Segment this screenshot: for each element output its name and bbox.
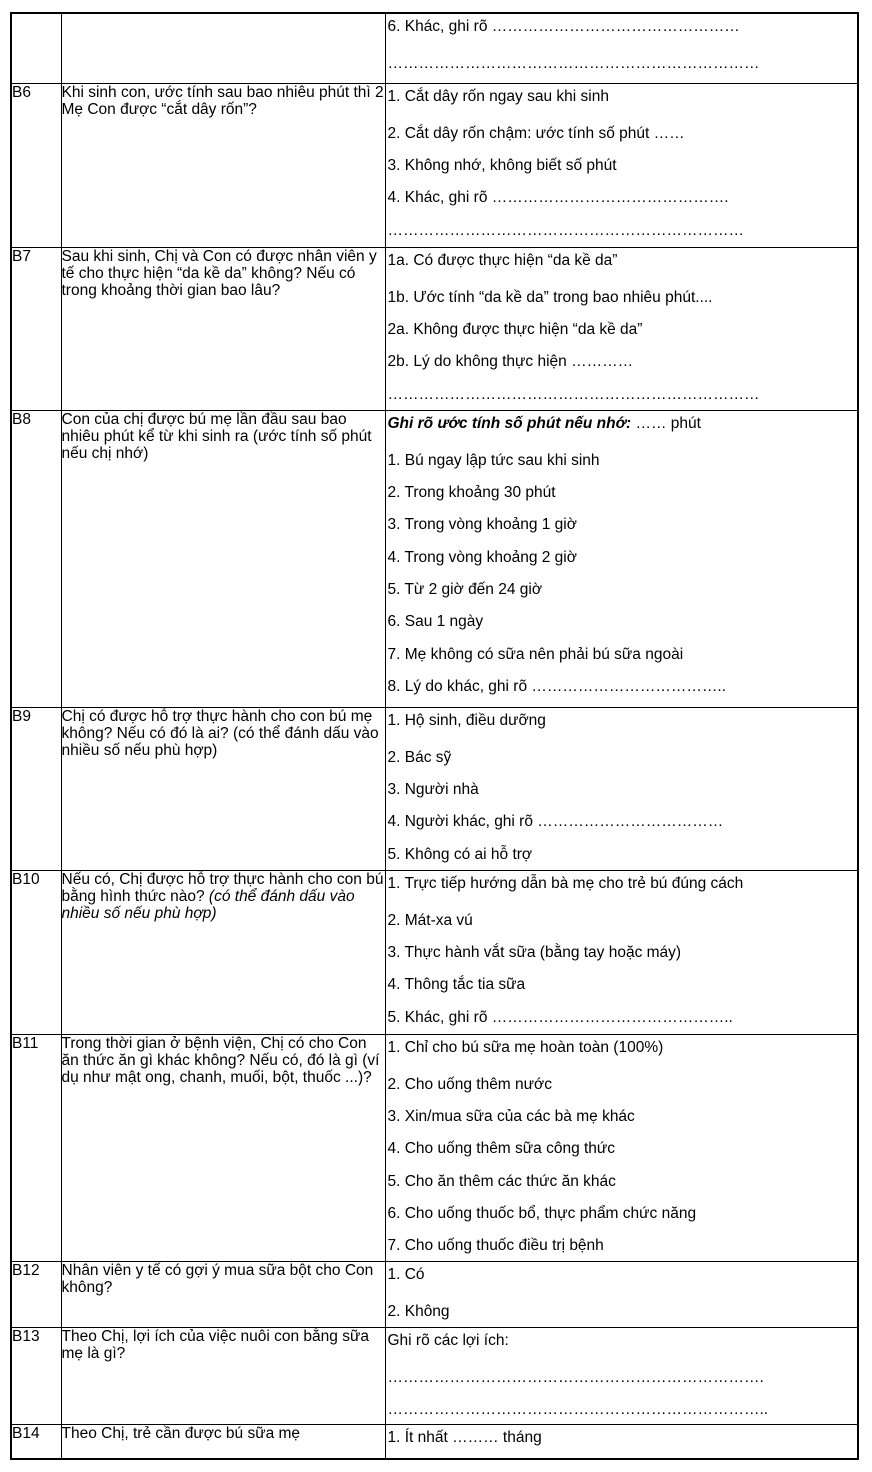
answer-options (385, 1327, 858, 1425)
answer-options (385, 13, 858, 83)
answer-option: 5. Từ 2 giờ đến 24 giờ (387, 580, 543, 598)
questionnaire-sheet (10, 12, 855, 1457)
answer-label: Ghi rõ các lợi ích: (387, 1331, 509, 1349)
answer-option: 3. Người nhà (387, 781, 479, 799)
question-code: B8 (11, 410, 61, 707)
table-row (11, 1425, 858, 1459)
table-row (11, 247, 858, 410)
answer-blank-line: ……………………………………………………………… (387, 385, 760, 403)
question-text: Khi sinh con, ước tính sau bao nhiêu phút thì 2 Mẹ Con được “cắt dây rốn”? (61, 83, 385, 247)
question-code: B6 (11, 83, 61, 247)
answer-option: 2. Trong khoảng 30 phút (387, 484, 556, 502)
table-row (11, 1034, 858, 1261)
answer-option: 2. Mát-xa vú (387, 911, 473, 929)
answer-option: 6. Sau 1 ngày (387, 613, 484, 631)
answer-option: 1. Có (387, 1265, 425, 1283)
questionnaire-table (10, 12, 859, 1460)
answer-options (385, 247, 858, 410)
answer-blank-line: ………………………………………………………………. (387, 1368, 764, 1386)
table-row (11, 13, 858, 83)
question-text: Chị có được hỗ trợ thực hành cho con bú mẹ không? Nếu có đó là ai? (có thể đánh dấu vào nhiều số nếu phù hợp) (61, 707, 385, 870)
answer-option: 3. Không nhớ, không biết số phút (387, 157, 617, 175)
answer-options (385, 410, 858, 707)
answer-blank-line: ……………………………………………………………….. (387, 1401, 769, 1419)
answer-option: 4. Khác, ghi rõ ………………………………………. (387, 189, 729, 207)
answer-option: 3. Trong vòng khoảng 1 giờ (387, 516, 577, 534)
question-text-block (61, 870, 385, 1034)
answer-option: 4. Người khác, ghi rõ ……………………………… (387, 813, 724, 831)
table-row (11, 870, 858, 1034)
answer-blank-line: …………………………………………………………… (387, 221, 744, 239)
answer-option: 8. Lý do khác, ghi rõ ……………………………….. (387, 677, 727, 695)
answer-option: 1. Ít nhất ……… tháng (387, 1429, 542, 1447)
answer-option: 3. Thực hành vắt sữa (bằng tay hoặc máy) (387, 944, 682, 962)
table-row (11, 410, 858, 707)
answer-option: 5. Không có ai hỗ trợ (387, 845, 533, 863)
answer-option: 4. Cho uống thêm sữa công thức (387, 1140, 616, 1158)
answer-note-rest: …… phút (631, 414, 701, 432)
answer-option: 2. Cắt dây rốn chậm: ước tính số phút …… (387, 124, 685, 142)
answer-options (385, 1261, 858, 1327)
answer-option: 6. Khác, ghi rõ ………………………………………… (387, 18, 740, 35)
answer-blank-line: ……………………………………………………………… (387, 55, 760, 73)
answer-option: 3. Xin/mua sữa của các bà mẹ khác (387, 1108, 635, 1126)
answer-options (385, 83, 858, 247)
answer-option: 7. Mẹ không có sữa nên phải bú sữa ngoài (387, 645, 684, 663)
answer-option: 2b. Lý do không thực hiện ………… (387, 353, 634, 371)
question-code: B12 (11, 1261, 61, 1327)
table-row (11, 707, 858, 870)
answer-option: 4. Thông tắc tia sữa (387, 976, 526, 994)
answer-note-bold: Ghi rõ ước tính số phút nếu nhớ: (387, 414, 632, 432)
question-text: Theo Chị, trẻ cần được bú sữa mẹ (61, 1425, 385, 1459)
question-code: B14 (11, 1425, 61, 1459)
answer-options (385, 870, 858, 1034)
answer-option: 1. Trực tiếp hướng dẫn bà mẹ cho trẻ bú đúng cách (387, 874, 744, 892)
question-code: B9 (11, 707, 61, 870)
answer-option: 5. Khác, ghi rõ ……………………………………….. (387, 1008, 733, 1026)
question-code: B11 (11, 1034, 61, 1261)
question-code: B7 (11, 247, 61, 410)
question-code: B13 (11, 1327, 61, 1425)
answer-option: 2a. Không được thực hiện “da kề da” (387, 321, 643, 339)
answer-option: 1. Cắt dây rốn ngay sau khi sinh (387, 87, 609, 105)
answer-options (385, 1034, 858, 1261)
answer-option: 2. Bác sỹ (387, 748, 452, 766)
question-text: Theo Chị, lợi ích của việc nuôi con bằng sữa mẹ là gì? (61, 1327, 385, 1425)
question-text (61, 13, 385, 83)
answer-option: 2. Không (387, 1302, 450, 1320)
answer-option: 1. Bú ngay lập tức sau khi sinh (387, 451, 600, 469)
table-row (11, 1261, 858, 1327)
question-hint: (có thể đánh dấu vào nhiều số nếu phù hợp) (61, 887, 355, 922)
answer-option: 1. Chỉ cho bú sữa mẹ hoàn toàn (100%) (387, 1038, 664, 1056)
question-text: Nhân viên y tế có gợi ý mua sữa bột cho Con không? (61, 1261, 385, 1327)
question-text: Con của chị được bú mẹ lần đầu sau bao nhiêu phút kể từ khi sinh ra (ước tính số phút nếu chị nhớ) (61, 410, 385, 707)
question-text: Sau khi sinh, Chị và Con có được nhân viên y tế cho thực hiện “da kề da” không? Nếu có trong khoảng thời gian bao lâu? (61, 247, 385, 410)
answer-option: 5. Cho ăn thêm các thức ăn khác (387, 1172, 616, 1190)
answer-option: 2. Cho uống thêm nước (387, 1075, 552, 1093)
question-text: Trong thời gian ở bệnh viện, Chị có cho Con ăn thức ăn gì khác không? Nếu có, đó là gì (ví dụ như mật ong, chanh, muối, bột, thuốc ...)? (61, 1034, 385, 1261)
answer-option: 6. Cho uống thuốc bổ, thực phẩm chức năng (387, 1204, 697, 1222)
answer-option: 1a. Có được thực hiện “da kề da” (387, 251, 618, 269)
answer-option: 4. Trong vòng khoảng 2 giờ (387, 548, 577, 566)
question-code (11, 13, 61, 83)
table-row (11, 1327, 858, 1425)
answer-options (385, 1425, 858, 1459)
answer-option: 7. Cho uống thuốc điều trị bệnh (387, 1237, 604, 1255)
answer-note (386, 411, 857, 443)
question-text: Nếu có, Chị được hỗ trợ thực hành cho con bú bằng hình thức nào? (61, 870, 384, 905)
answer-options (385, 707, 858, 870)
question-code: B10 (11, 870, 61, 1034)
table-row (11, 83, 858, 247)
answer-option: 1. Hộ sinh, điều dưỡng (387, 711, 546, 729)
answer-option: 1b. Ước tính “da kề da” trong bao nhiêu phút.... (387, 288, 713, 306)
